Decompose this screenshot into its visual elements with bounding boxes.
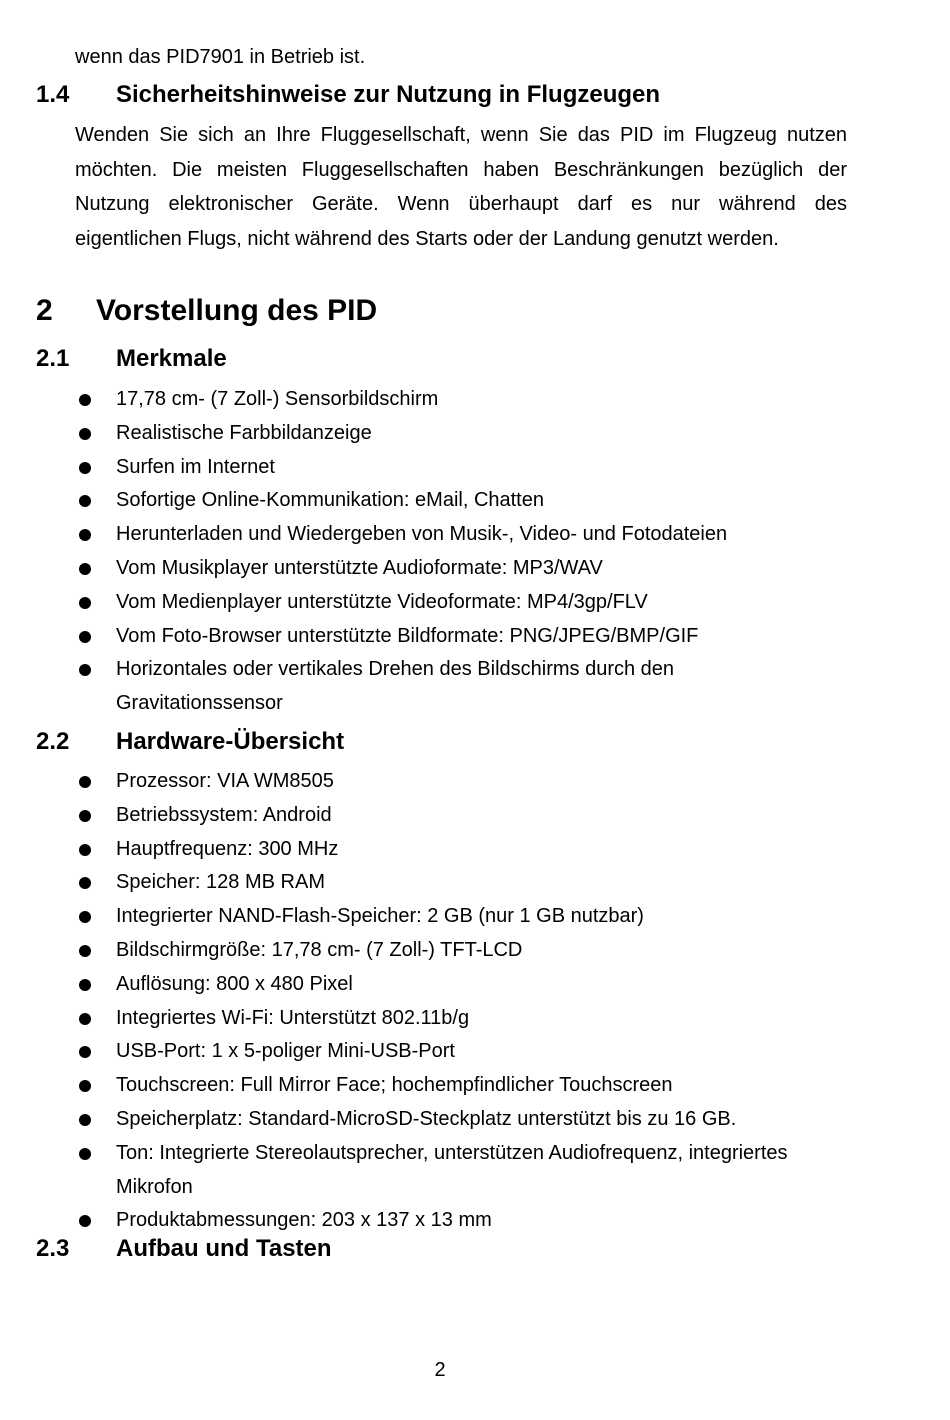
bullet-icon <box>79 945 91 957</box>
bullet-icon <box>79 1046 91 1058</box>
paragraph-line: Wenden Sie sich an Ihre Fluggesellschaft, wenn Sie das PID im Flugzeug nutzen <box>75 124 847 146</box>
list-item-text: Speicher: 128 MB RAM <box>116 871 325 894</box>
list-item <box>0 1137 950 1205</box>
paragraph-line: eigentlichen Flugs, nicht während des Starts oder der Landung genutzt werden. <box>75 227 779 250</box>
list-item-text: Speicherplatz: Standard-MicroSD-Steckplatz unterstützt bis zu 16 GB. <box>116 1107 737 1130</box>
bullet-icon <box>79 979 91 991</box>
bullet-icon <box>79 1114 91 1126</box>
bullet-icon <box>79 911 91 923</box>
list-item <box>0 518 950 552</box>
list-item <box>0 1035 950 1069</box>
section-number: 1.4 <box>36 81 70 108</box>
bullet-icon <box>79 563 91 575</box>
list-item-text: USB-Port: 1 x 5-poliger Mini-USB-Port <box>116 1040 455 1063</box>
bullet-icon <box>79 1215 91 1227</box>
list-item-text: Hauptfrequenz: 300 MHz <box>116 837 339 860</box>
list-item-text: Vom Medienplayer unterstützte Videoformate: MP4/3gp/FLV <box>116 590 648 613</box>
bullet-icon <box>79 844 91 856</box>
bullet-icon <box>79 597 91 609</box>
bullet-icon <box>79 877 91 889</box>
list-item-text: Bildschirmgröße: 17,78 cm- (7 Zoll-) TFT-LCD <box>116 938 523 961</box>
list-item-text: Integriertes Wi-Fi: Unterstützt 802.11b/g <box>116 1006 470 1029</box>
page-number: 2 <box>434 1359 446 1381</box>
list-item-text: Vom Musikplayer unterstützte Audioformate: MP3/WAV <box>116 556 603 579</box>
list-item <box>0 451 950 485</box>
list-item <box>0 765 950 799</box>
list-item-text: Produktabmessungen: 203 x 137 x 13 mm <box>116 1209 492 1232</box>
bullet-icon <box>79 810 91 822</box>
list-item <box>0 1069 950 1103</box>
chapter-number: 2 <box>36 294 53 327</box>
list-item-text: Vom Foto-Browser unterstützte Bildformate: PNG/JPEG/BMP/GIF <box>116 624 699 647</box>
list-item-text: Prozessor: VIA WM8505 <box>116 770 334 792</box>
list-item <box>0 1103 950 1137</box>
bullet-icon <box>79 1013 91 1025</box>
list-item <box>0 620 950 654</box>
list-item-text: Realistische Farbbildanzeige <box>116 421 372 444</box>
hardware-list <box>0 765 950 1238</box>
list-item <box>0 866 950 900</box>
list-item-text: 17,78 cm- (7 Zoll-) Sensorbildschirm <box>116 388 439 410</box>
list-item <box>0 934 950 968</box>
list-item-text: Horizontales oder vertikales Drehen des Bildschirms durch den <box>116 658 675 681</box>
section-number: 2.1 <box>36 345 70 372</box>
bullet-icon <box>79 1148 91 1160</box>
paragraph-line: Nutzung elektronischer Geräte. Wenn überhaupt darf es nur während des <box>75 193 847 215</box>
section-number: 2.2 <box>36 728 70 755</box>
bullet-icon <box>79 631 91 643</box>
section-number: 2.3 <box>36 1235 70 1262</box>
list-item <box>0 900 950 934</box>
list-item <box>0 799 950 833</box>
list-item-text: Touchscreen: Full Mirror Face; hochempfindlicher Touchscreen <box>116 1074 673 1097</box>
bullet-icon <box>79 428 91 440</box>
intro-line: wenn das PID7901 in Betrieb ist. <box>75 46 366 68</box>
list-item <box>0 653 950 721</box>
list-item <box>0 417 950 451</box>
list-item <box>0 383 950 417</box>
bullet-icon <box>79 495 91 507</box>
list-item <box>0 968 950 1002</box>
list-item-text: Mikrofon <box>116 1175 193 1198</box>
bullet-icon <box>79 776 91 788</box>
list-item <box>0 552 950 586</box>
features-list <box>0 383 950 721</box>
list-item <box>0 484 950 518</box>
list-item-text: Gravitationssensor <box>116 692 283 715</box>
section-title: Hardware-Übersicht <box>116 728 345 755</box>
list-item-text: Sofortige Online-Kommunikation: eMail, Chatten <box>116 489 544 512</box>
section-title: Aufbau und Tasten <box>116 1235 332 1262</box>
list-item-text: Integrierter NAND-Flash-Speicher: 2 GB (nur 1 GB nutzbar) <box>116 905 644 928</box>
list-item-text: Auflösung: 800 x 480 Pixel <box>116 972 353 995</box>
list-item-text: Ton: Integrierte Stereolautsprecher, unterstützen Audiofrequenz, integriertes <box>116 1141 788 1164</box>
bullet-icon <box>79 1080 91 1092</box>
bullet-icon <box>79 462 91 474</box>
list-item <box>0 586 950 620</box>
section-title: Sicherheitshinweise zur Nutzung in Flugzeugen <box>116 81 661 108</box>
list-item-text: Surfen im Internet <box>116 455 275 478</box>
section-title: Merkmale <box>116 345 227 372</box>
section-1-4-paragraph <box>75 118 847 256</box>
bullet-icon <box>79 664 91 676</box>
bullet-icon <box>79 529 91 541</box>
chapter-title: Vorstellung des PID <box>96 294 378 327</box>
list-item-text: Betriebssystem: Android <box>116 803 332 826</box>
list-item-text: Herunterladen und Wiedergeben von Musik-, Video- und Fotodateien <box>116 523 728 546</box>
list-item <box>0 1002 950 1036</box>
list-item <box>0 833 950 867</box>
bullet-icon <box>79 394 91 406</box>
paragraph-line: möchten. Die meisten Fluggesellschaften haben Beschränkungen bezüglich der <box>75 158 847 181</box>
